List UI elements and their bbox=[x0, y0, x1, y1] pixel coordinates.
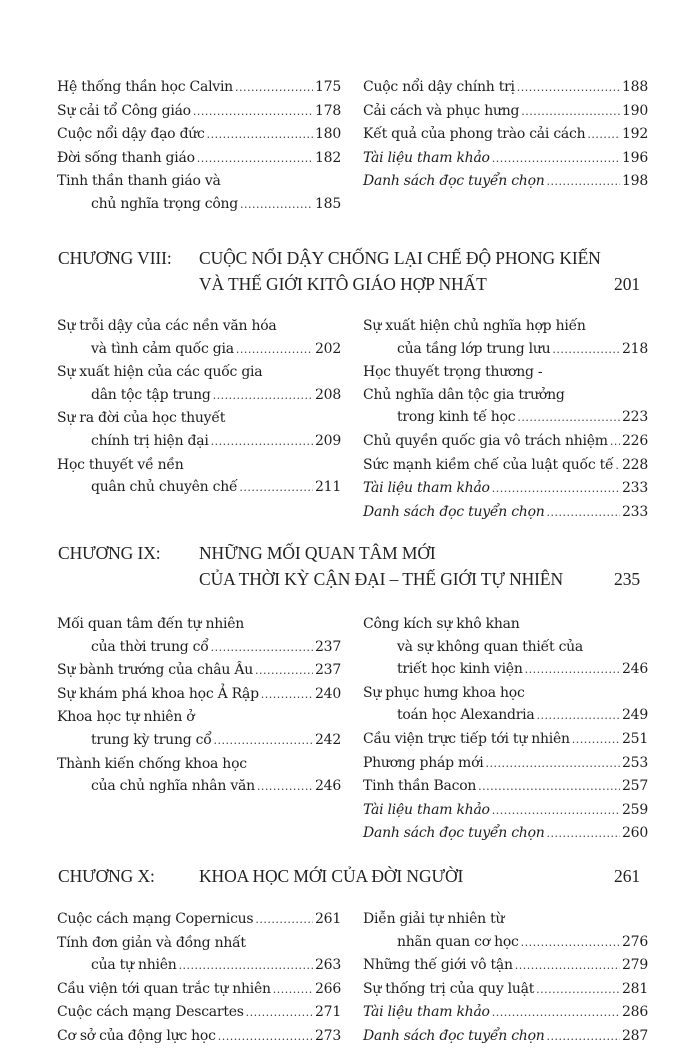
toc-entry[interactable] bbox=[57, 706, 341, 752]
toc-entry-title: Cải cách và phục hưng bbox=[363, 102, 520, 119]
dot-leader bbox=[521, 931, 620, 955]
toc-entry-title: Tinh thần Bacon bbox=[363, 778, 477, 795]
dot-leader bbox=[521, 100, 620, 124]
toc-entry-title: Đời sống thanh giáo bbox=[57, 149, 195, 166]
toc-entry-title: Sự ra đời của học thuyết bbox=[57, 410, 226, 427]
toc-entry[interactable] bbox=[363, 170, 648, 194]
toc-entry[interactable] bbox=[57, 76, 341, 100]
toc-entry-page-number: 251 bbox=[622, 730, 648, 747]
toc-entry-title: Danh sách đọc tuyển chọn bbox=[363, 173, 545, 190]
dot-leader bbox=[235, 76, 313, 100]
toc-column-left bbox=[57, 76, 341, 217]
toc-entry-page-number: 259 bbox=[622, 801, 648, 818]
chapter-title-line: CUỘC NỔI DẬY CHỐNG LẠI CHẾ ĐỘ PHONG KIẾN bbox=[199, 248, 601, 268]
toc-entry[interactable] bbox=[363, 1001, 648, 1025]
toc-entry[interactable] bbox=[57, 361, 341, 407]
toc-entry-title: Cuộc cách mạng Descartes bbox=[57, 1004, 244, 1021]
dot-leader bbox=[478, 775, 620, 799]
toc-entry-page-number: 242 bbox=[315, 731, 341, 748]
dot-leader bbox=[211, 430, 313, 454]
toc-entry-title: Danh sách đọc tuyển chọn bbox=[363, 825, 545, 842]
toc-entry[interactable] bbox=[363, 752, 648, 776]
toc-entry-page-number: 276 bbox=[622, 933, 648, 950]
toc-entry-title: dân tộc tập trung bbox=[91, 386, 211, 403]
dot-leader bbox=[492, 1001, 620, 1025]
toc-entry-title: Sự xuất hiện của các quốc gia bbox=[57, 364, 263, 381]
toc-entry-page-number: 260 bbox=[622, 825, 648, 842]
chapter-page-number: 235 bbox=[614, 568, 640, 589]
toc-entry[interactable] bbox=[57, 683, 341, 707]
toc-entry-page-number: 185 bbox=[315, 195, 341, 212]
dot-leader bbox=[492, 477, 620, 501]
toc-entry-page-number: 178 bbox=[315, 102, 341, 119]
toc-entry-title: của thời trung cổ bbox=[91, 638, 209, 655]
toc-entry-page-number: 246 bbox=[622, 661, 648, 678]
toc-entry-page-number: 246 bbox=[315, 778, 341, 795]
toc-entry-page-number: 261 bbox=[315, 911, 341, 927]
toc-entry-page-number: 271 bbox=[315, 1004, 341, 1021]
toc-entry-page-number: 223 bbox=[622, 409, 648, 426]
toc-entry-page-number: 208 bbox=[315, 386, 341, 403]
toc-entry[interactable] bbox=[363, 454, 648, 478]
toc-entry-title: Học thuyết về nền bbox=[57, 456, 184, 473]
dot-leader bbox=[587, 123, 620, 147]
dot-leader bbox=[261, 683, 313, 707]
dot-leader bbox=[517, 406, 620, 430]
toc-entry[interactable] bbox=[363, 799, 648, 823]
chapter-title-line: CỦA THỜI KỲ CẬN ĐẠI – THẾ GIỚI TỰ NHIÊN bbox=[199, 568, 564, 589]
chapter-label: CHƯƠNG X: bbox=[58, 866, 155, 886]
toc-entry-page-number: 281 bbox=[622, 980, 648, 997]
toc-entry-page-number: 218 bbox=[622, 340, 648, 357]
toc-entry-page-number: 253 bbox=[622, 754, 648, 771]
toc-entry-title: Phương pháp mới bbox=[363, 754, 484, 771]
chapter-title-line: KHOA HỌC MỚI CỦA ĐỜI NGƯỜI bbox=[199, 866, 464, 886]
chapter-label: CHƯƠNG IX: bbox=[58, 543, 161, 563]
toc-entry-page-number: 190 bbox=[622, 102, 648, 119]
toc-entry[interactable] bbox=[57, 147, 341, 171]
toc-entry-title: Sự bành trướng của châu Âu bbox=[57, 662, 253, 679]
toc-entry[interactable] bbox=[57, 1025, 341, 1049]
dot-leader bbox=[213, 384, 313, 408]
dot-leader bbox=[610, 430, 620, 454]
toc-entry-page-number: 287 bbox=[622, 1027, 648, 1044]
dot-leader bbox=[492, 147, 620, 171]
toc-entry-page-number: 233 bbox=[622, 480, 648, 497]
toc-entry-title: triết học kinh viện bbox=[397, 661, 523, 678]
toc-entry-page-number: 257 bbox=[622, 778, 648, 795]
toc-entry-title: Học thuyết trọng thương - bbox=[363, 364, 543, 381]
toc-entry-title: Tài liệu tham khảo bbox=[363, 801, 490, 818]
dot-leader bbox=[492, 799, 620, 823]
toc-entry-title: của tầng lớp trung lưu bbox=[397, 340, 551, 357]
toc-entry-title: Tài liệu tham khảo bbox=[363, 149, 490, 166]
toc-entry[interactable] bbox=[57, 1001, 341, 1025]
toc-entry-page-number: 279 bbox=[622, 957, 648, 974]
toc-entry-title: của tự nhiên bbox=[91, 957, 177, 974]
toc-entry[interactable] bbox=[57, 123, 341, 147]
toc-entry[interactable] bbox=[363, 908, 648, 954]
toc-entry[interactable] bbox=[57, 454, 341, 500]
toc-entry-page-number: 263 bbox=[315, 957, 341, 974]
toc-entry[interactable] bbox=[57, 659, 341, 683]
dot-leader bbox=[179, 954, 313, 978]
toc-entry[interactable] bbox=[57, 908, 341, 932]
chapter-label: CHƯƠNG VIII: bbox=[58, 248, 172, 268]
toc-entry[interactable] bbox=[57, 100, 341, 124]
toc-entry[interactable] bbox=[363, 315, 648, 361]
toc-entry-title: Danh sách đọc tuyển chọn bbox=[363, 1027, 545, 1044]
toc-entry[interactable] bbox=[57, 407, 341, 453]
dot-leader bbox=[536, 704, 620, 728]
toc-entry[interactable] bbox=[363, 613, 648, 682]
toc-entry-page-number: 188 bbox=[622, 79, 648, 95]
dot-leader bbox=[485, 752, 620, 776]
toc-entry-title: Cuộc nổi dậy chính trị bbox=[363, 79, 515, 95]
dot-leader bbox=[236, 338, 313, 362]
toc-entry-title: Sự trỗi dậy của các nền văn hóa bbox=[57, 318, 277, 334]
toc-column-left bbox=[57, 315, 341, 500]
dot-leader bbox=[246, 1001, 313, 1025]
toc-entry-title: Cuộc nổi dậy đạo đức bbox=[57, 126, 205, 143]
dot-leader bbox=[547, 501, 621, 525]
toc-entry-page-number: 211 bbox=[315, 479, 341, 496]
toc-entry-page-number: 226 bbox=[622, 432, 648, 449]
toc-entry-title: Kết quả của phong trào cải cách bbox=[363, 126, 586, 143]
toc-column-left bbox=[57, 613, 341, 799]
toc-entry-title: Sự phục hưng khoa học bbox=[363, 684, 525, 701]
dot-leader bbox=[552, 338, 620, 362]
dot-leader bbox=[536, 978, 620, 1002]
toc-column-right bbox=[363, 76, 648, 194]
toc-entry[interactable] bbox=[363, 123, 648, 147]
toc-entry-title: Cầu viện trực tiếp tới tự nhiên bbox=[363, 730, 570, 747]
dot-leader bbox=[211, 636, 313, 660]
toc-entry[interactable] bbox=[363, 822, 648, 846]
dot-leader bbox=[547, 1025, 621, 1049]
toc-entry-title: và tình cảm quốc gia bbox=[91, 340, 234, 357]
toc-entry[interactable] bbox=[363, 76, 648, 100]
toc-entry-title: của chủ nghĩa nhân văn bbox=[91, 778, 255, 795]
toc-entry-title: Sự khám phá khoa học Ả Rập bbox=[57, 685, 259, 702]
toc-entry[interactable] bbox=[363, 728, 648, 752]
toc-entry-title: nhãn quan cơ học bbox=[397, 933, 519, 950]
toc-entry-title: toán học Alexandria bbox=[397, 707, 535, 724]
toc-entry-title: trong kinh tế học bbox=[397, 409, 516, 426]
toc-entry[interactable] bbox=[57, 932, 341, 978]
dot-leader bbox=[214, 729, 313, 753]
toc-entry-title: Tài liệu tham khảo bbox=[363, 480, 490, 497]
toc-entry[interactable] bbox=[57, 613, 341, 659]
chapter-title-line: VÀ THẾ GIỚI KITÔ GIÁO HỢP NHẤT bbox=[199, 273, 487, 294]
dot-leader bbox=[517, 76, 620, 100]
toc-entry-title: Danh sách đọc tuyển chọn bbox=[363, 503, 545, 520]
toc-entry[interactable] bbox=[363, 430, 648, 454]
toc-entry[interactable] bbox=[363, 147, 648, 171]
toc-entry-title: Chủ quyền quốc gia vô trách nhiệm bbox=[363, 432, 608, 449]
toc-entry-page-number: 180 bbox=[315, 126, 341, 143]
toc-entry-title: Tinh thần thanh giáo và bbox=[57, 173, 221, 190]
toc-column-right bbox=[363, 613, 648, 846]
toc-entry-page-number: 286 bbox=[622, 1004, 648, 1021]
dot-leader bbox=[255, 659, 313, 683]
chapter-page-number: 261 bbox=[614, 866, 640, 886]
toc-entry-title: Sự xuất hiện chủ nghĩa hợp hiến bbox=[363, 318, 586, 334]
toc-entry[interactable] bbox=[57, 315, 341, 361]
toc-entry-page-number: 202 bbox=[315, 340, 341, 357]
dot-leader bbox=[240, 193, 313, 217]
toc-entry-title: Cuộc cách mạng Copernicus bbox=[57, 911, 254, 927]
toc-entry-title: Sự thống trị của quy luật bbox=[363, 980, 535, 997]
toc-entry-page-number: 198 bbox=[622, 173, 648, 190]
toc-entry-title: Sức mạnh kiềm chế của luật quốc tế bbox=[363, 456, 614, 473]
toc-entry-title: trung kỳ trung cổ bbox=[91, 731, 212, 748]
toc-entry-title: Cầu viện tới quan trắc tự nhiên bbox=[57, 980, 271, 997]
toc-entry-title: Sự cải tổ Công giáo bbox=[57, 102, 191, 119]
toc-entry[interactable] bbox=[363, 501, 648, 525]
toc-entry-title: Thành kiến chống khoa học bbox=[57, 755, 247, 772]
chapter-page-number: 201 bbox=[614, 273, 640, 294]
toc-entry[interactable] bbox=[363, 1025, 648, 1049]
dot-leader bbox=[239, 476, 313, 500]
toc-entry[interactable] bbox=[363, 477, 648, 501]
dot-leader bbox=[572, 728, 620, 752]
dot-leader bbox=[257, 775, 313, 799]
dot-leader bbox=[525, 658, 620, 682]
dot-leader bbox=[197, 147, 313, 171]
toc-entry-page-number: 175 bbox=[315, 79, 341, 95]
toc-entry-title: Công kích sự khô khan bbox=[363, 616, 520, 632]
toc-entry-page-number: 196 bbox=[622, 149, 648, 166]
toc-entry-page-number: 233 bbox=[622, 503, 648, 520]
toc-entry[interactable] bbox=[363, 361, 648, 430]
dot-leader bbox=[193, 100, 313, 124]
dot-leader bbox=[273, 978, 313, 1002]
toc-entry-page-number: 237 bbox=[315, 638, 341, 655]
toc-entry[interactable] bbox=[57, 978, 341, 1002]
toc-entry-title: Những thế giới vô tận bbox=[363, 957, 513, 974]
toc-column-right bbox=[363, 315, 648, 524]
toc-entry-title: Khoa học tự nhiên ở bbox=[57, 709, 195, 726]
toc-entry-title: Hệ thống thần học Calvin bbox=[57, 79, 233, 95]
toc-entry-page-number: 240 bbox=[315, 685, 341, 702]
toc-entry-page-number: 237 bbox=[315, 662, 341, 679]
toc-entry-page-number: 266 bbox=[315, 980, 341, 997]
toc-entry[interactable] bbox=[363, 978, 648, 1002]
toc-entry[interactable] bbox=[363, 682, 648, 728]
toc-entry-page-number: 182 bbox=[315, 149, 341, 166]
toc-entry-title: Tính đơn giản và đồng nhất bbox=[57, 934, 246, 951]
toc-entry-title: Tài liệu tham khảo bbox=[363, 1004, 490, 1021]
toc-entry-title: chính trị hiện đại bbox=[91, 432, 209, 449]
toc-entry-title: quân chủ chuyên chế bbox=[91, 479, 238, 496]
toc-column-left bbox=[57, 908, 341, 1049]
toc-entry-title: Diễn giải tự nhiên từ bbox=[363, 911, 505, 927]
toc-entry-page-number: 209 bbox=[315, 432, 341, 449]
toc-entry-title: Cơ sở của động lực học bbox=[57, 1027, 216, 1044]
toc-entry[interactable] bbox=[363, 954, 648, 978]
toc-entry-title: Mối quan tâm đến tự nhiên bbox=[57, 616, 245, 632]
toc-entry-page-number: 273 bbox=[315, 1027, 341, 1044]
toc-entry[interactable] bbox=[57, 170, 341, 216]
toc-entry-title: chủ nghĩa trọng công bbox=[91, 195, 239, 212]
dot-leader bbox=[207, 123, 313, 147]
toc-entry[interactable] bbox=[57, 753, 341, 799]
toc-entry-title: và sự không quan thiết của bbox=[397, 638, 584, 655]
toc-entry[interactable] bbox=[363, 775, 648, 799]
dot-leader bbox=[218, 1025, 313, 1049]
dot-leader bbox=[615, 454, 620, 478]
toc-entry-page-number: 228 bbox=[622, 456, 648, 473]
dot-leader bbox=[255, 908, 313, 932]
chapter-title-line: NHỮNG MỐI QUAN TÂM MỚI bbox=[199, 543, 436, 563]
toc-entry-page-number: 192 bbox=[622, 126, 648, 143]
toc-entry-page-number: 249 bbox=[622, 707, 648, 724]
toc-column-right bbox=[363, 908, 648, 1049]
toc-entry-title: Chủ nghĩa dân tộc gia trưởng bbox=[363, 386, 565, 403]
dot-leader bbox=[547, 170, 621, 194]
toc-entry[interactable] bbox=[363, 100, 648, 124]
dot-leader bbox=[515, 954, 620, 978]
dot-leader bbox=[547, 822, 621, 846]
